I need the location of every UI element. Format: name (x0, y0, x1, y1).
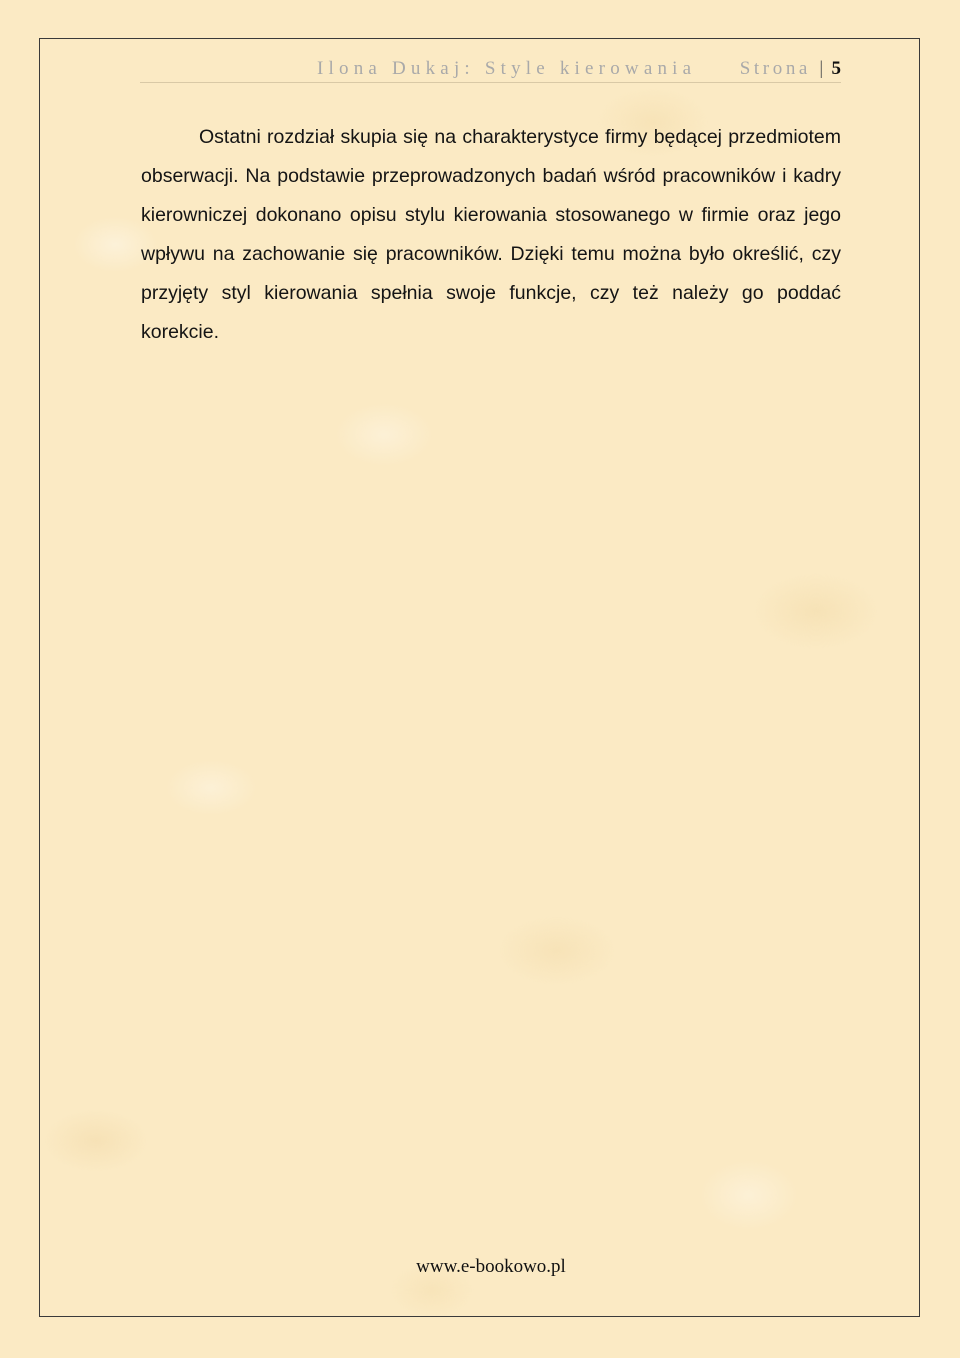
footer-website-link[interactable]: www.e-bookowo.pl (416, 1256, 566, 1277)
running-header (140, 58, 841, 83)
body-paragraph: Ostatni rozdział skupia się na charakterystyce firmy będącej przedmiotem obserwacji. Na podstawie przeprowadzonych badań wśród pracowników i kadry kierowniczej dokonano opisu stylu kierowania stosowanego w firmie oraz jego wpływu na zachowanie się pracowników. Dzięki temu można było określić, czy przyjęty styl kierowania spełnia swoje funkcje, czy też należy go poddać korekcie. (141, 126, 841, 343)
header-page-number: 5 (831, 58, 841, 79)
header-book-title: Ilona Dukaj: Style kierowania (317, 58, 697, 79)
header-page-label: Strona (739, 58, 811, 79)
header-page-indicator (740, 58, 841, 80)
header-separator: | (819, 58, 824, 79)
